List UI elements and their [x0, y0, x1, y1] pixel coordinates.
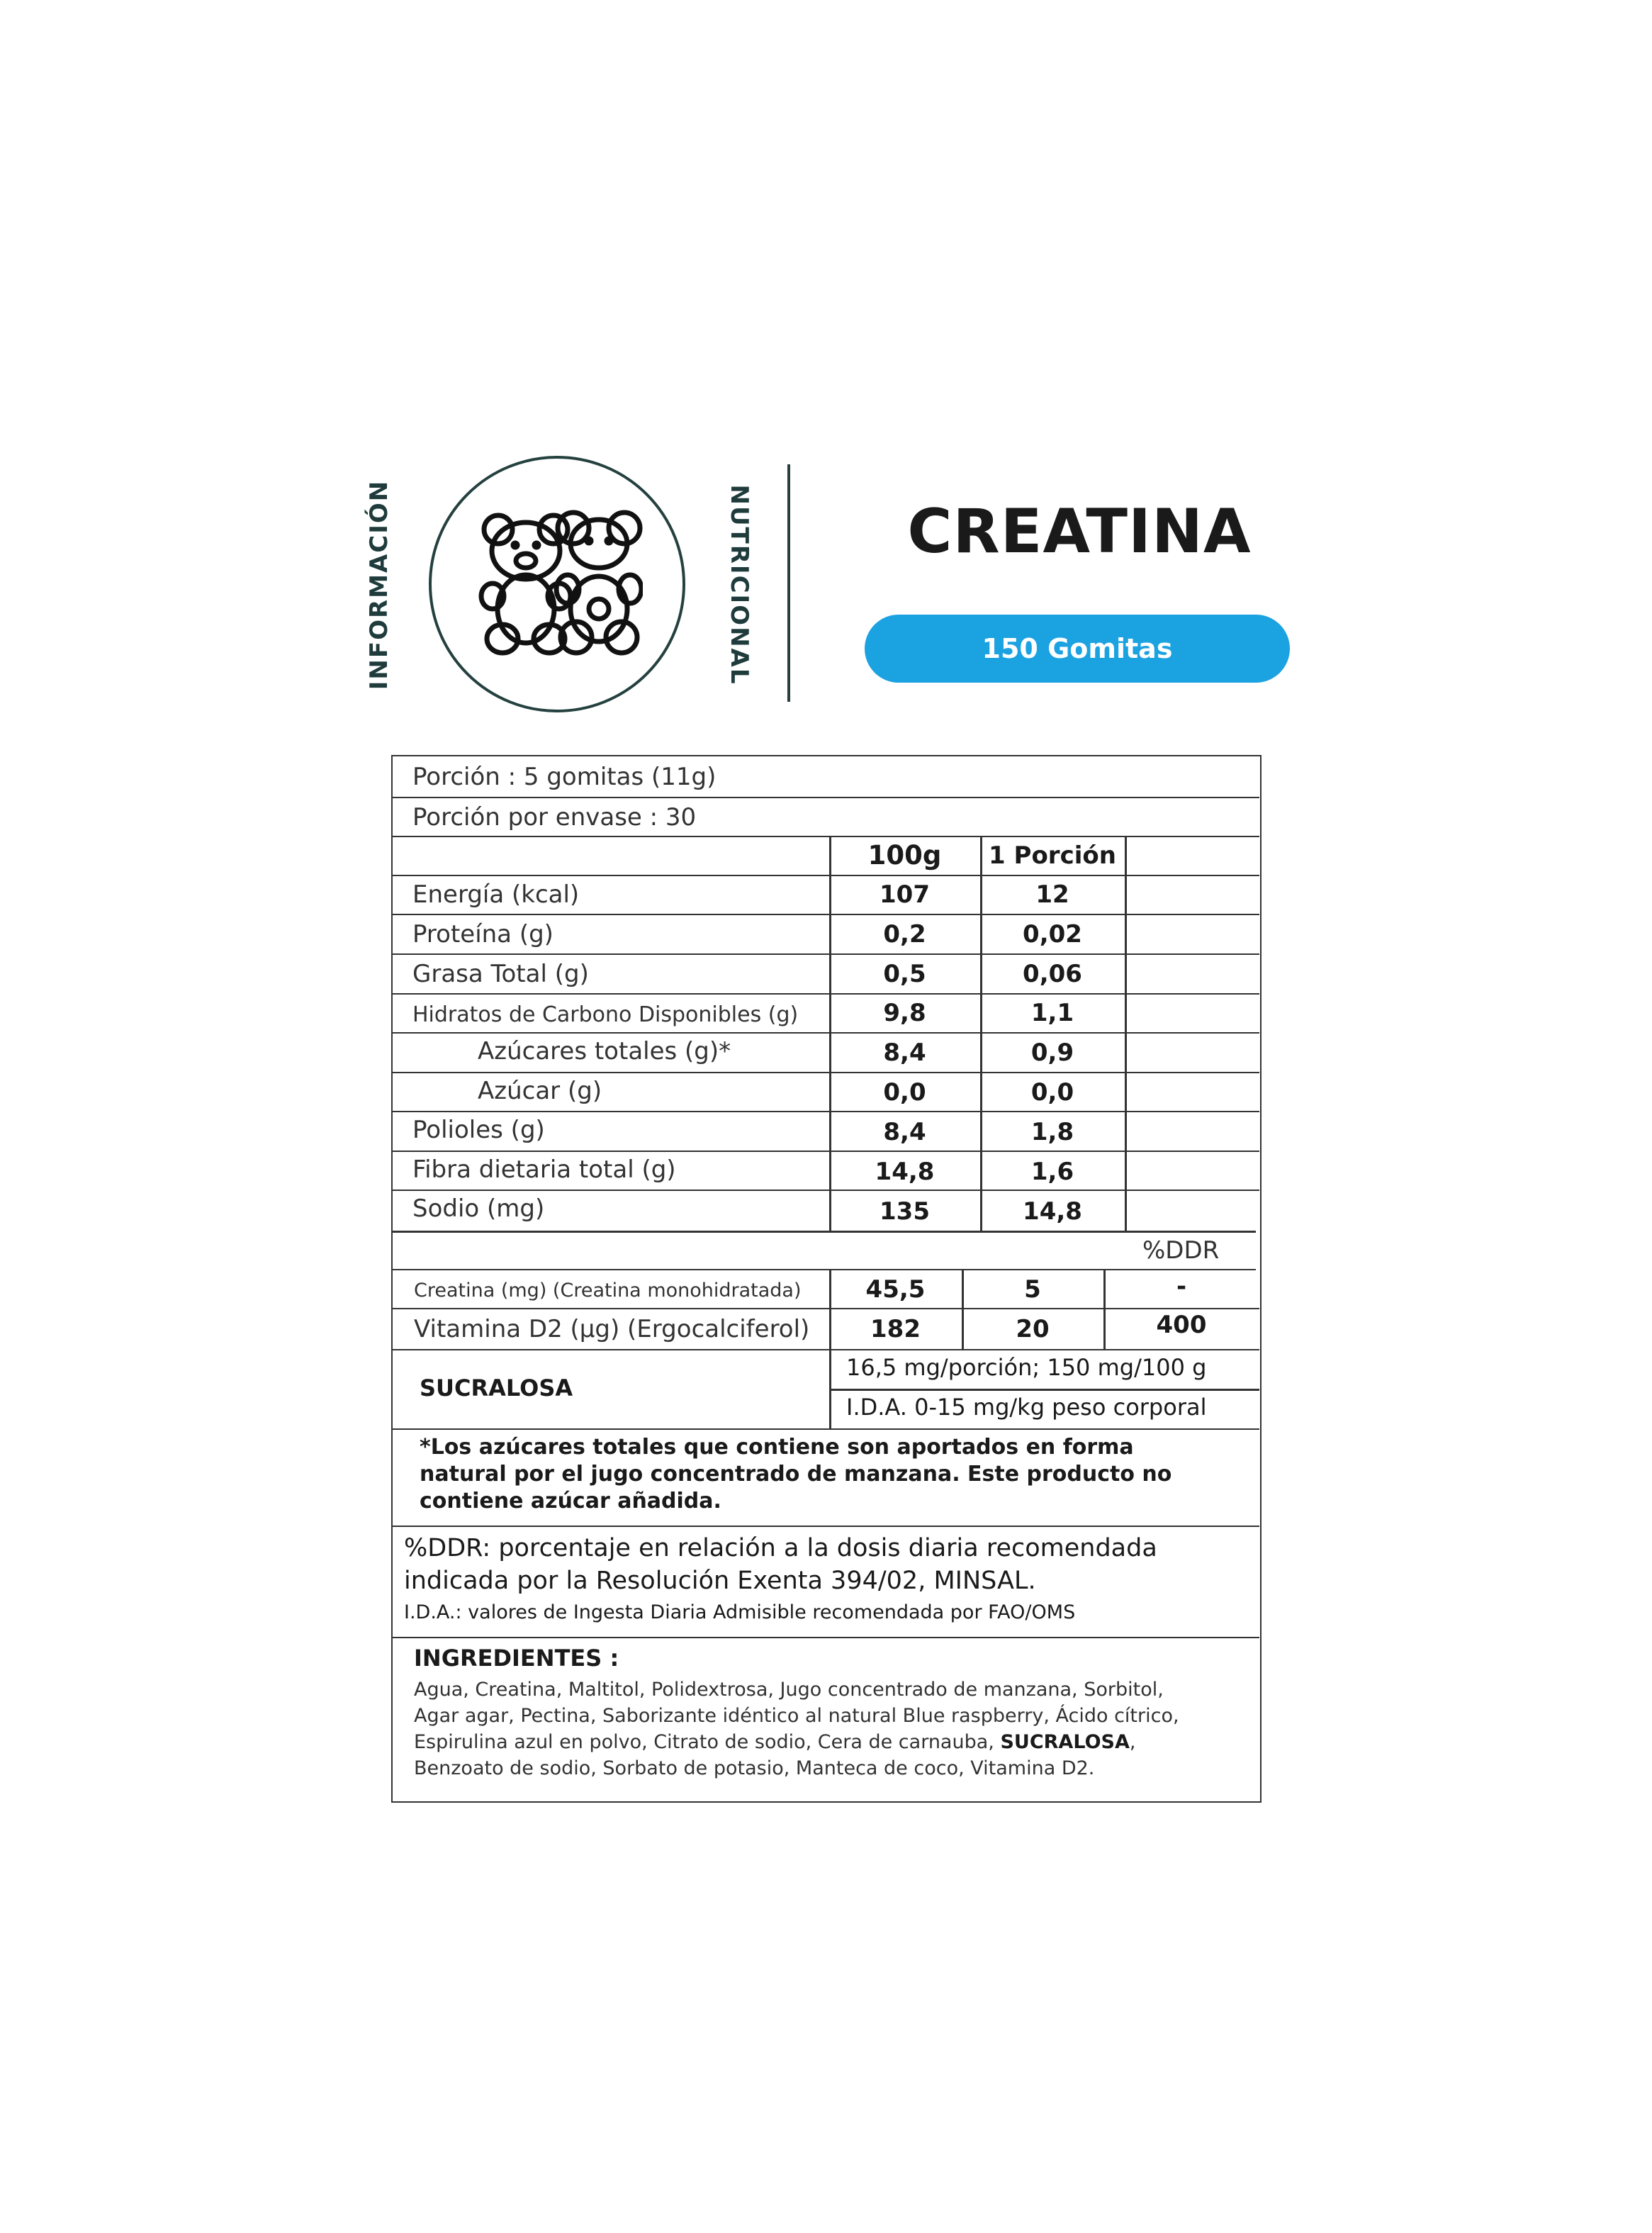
sucralosa-label: SUCRALOSA	[420, 1375, 573, 1401]
ingredients-title: INGREDIENTES :	[414, 1645, 619, 1672]
nutrient-label: Proteína (g)	[412, 920, 554, 948]
nutrient-portion: 1,1	[1030, 999, 1074, 1027]
nutrient-100g: 135	[880, 1197, 930, 1226]
nutrient-portion: 12	[1035, 880, 1069, 909]
portions-per-container: Porción por envase : 30	[412, 803, 697, 832]
nutrient-portion: 1,8	[1030, 1118, 1074, 1146]
sucralosa-ida: I.D.A. 0-15 mg/kg peso corporal	[846, 1394, 1207, 1421]
nutrient-label: Hidratos de Carbono Disponibles (g)	[412, 1002, 799, 1027]
col-line	[1125, 837, 1127, 1231]
footnote-line: natural por el jugo concentrado de manzana. Este producto no	[420, 1462, 1172, 1487]
nutrient-100g: 9,8	[883, 999, 926, 1027]
vitamina-ddr: 400	[1156, 1311, 1207, 1339]
ingredients-comma: ,	[1129, 1731, 1136, 1753]
logo-circle	[429, 456, 685, 712]
creatina-label: Creatina (mg) (Creatina monohidratada)	[414, 1280, 802, 1302]
sucralosa-dose: 16,5 mg/porción; 150 mg/100 g	[846, 1354, 1207, 1381]
nutrient-portion: 14,8	[1023, 1197, 1082, 1226]
footnote-line: *Los azúcares totales que contiene son aportados en forma	[420, 1435, 1134, 1460]
ddr-header: %DDR	[1142, 1236, 1220, 1265]
gummy-bears-icon	[477, 510, 643, 659]
ingredients-bold: SUCRALOSA	[1000, 1731, 1130, 1753]
nutrient-label: Sodio (mg)	[412, 1194, 545, 1223]
creatina-ddr: -	[1176, 1272, 1187, 1301]
ingredients-text: Espirulina azul en polvo, Citrato de sodio, Cera de carnauba,	[414, 1731, 1001, 1753]
label-nutricional: NUTRICIONAL	[725, 484, 753, 685]
vitamina-100g: 182	[870, 1315, 921, 1343]
nutrient-100g: 0,5	[883, 960, 926, 988]
header-divider	[787, 464, 790, 702]
nutrient-label: Polioles (g)	[412, 1116, 545, 1144]
creatina-100g: 45,5	[865, 1275, 926, 1304]
nutrient-label: Energía (kcal)	[412, 880, 580, 909]
nutrient-100g: 8,4	[883, 1118, 926, 1146]
nutrient-100g: 8,4	[883, 1039, 926, 1067]
nutrient-label: Azúcares totales (g)*	[478, 1037, 731, 1065]
creatina-portion: 5	[1024, 1275, 1041, 1304]
ingredients-line: Agar agar, Pectina, Saborizante idéntico al natural Blue raspberry, Ácido cítrico,	[414, 1705, 1179, 1727]
nutrient-portion: 0,9	[1030, 1039, 1074, 1067]
row-header	[393, 837, 1259, 876]
sugar-footnote	[420, 1434, 1171, 1515]
nutrition-panel	[391, 755, 1262, 1803]
footnote-line: contiene azúcar añadida.	[420, 1489, 721, 1513]
nutrient-100g: 107	[880, 880, 930, 909]
col-header-portion: 1 Porción	[989, 841, 1116, 870]
ida-note: I.D.A.: valores de Ingesta Diaria Admisible recomendada por FAO/OMS	[404, 1601, 1076, 1623]
ingredients-line: Benzoato de sodio, Sorbato de potasio, Manteca de coco, Vitamina D2.	[414, 1757, 1095, 1779]
nutrient-100g: 14,8	[875, 1158, 935, 1186]
vitamina-label: Vitamina D2 (µg) (Ergocalciferol)	[414, 1315, 810, 1343]
vitamina-portion: 20	[1016, 1315, 1050, 1343]
ingredients-line: Agua, Creatina, Maltitol, Polidextrosa, Jugo concentrado de manzana, Sorbitol,	[414, 1679, 1164, 1701]
count-badge: 150 Gomitas	[865, 615, 1290, 683]
nutrient-label: Grasa Total (g)	[412, 960, 589, 988]
product-title: CREATINA	[907, 496, 1252, 567]
nutrient-portion: 0,02	[1023, 920, 1082, 948]
ingredients-line	[414, 1729, 1179, 1755]
nutrient-portion: 0,0	[1030, 1078, 1074, 1107]
nutrient-label: Fibra dietaria total (g)	[412, 1155, 676, 1184]
col-gap	[1256, 1231, 1259, 1270]
ddr-note-line: %DDR: porcentaje en relación a la dosis diaria recomendada	[404, 1534, 1157, 1562]
nutrient-portion: 0,06	[1023, 960, 1082, 988]
nutrient-portion: 1,6	[1030, 1158, 1074, 1186]
nutrient-100g: 0,0	[883, 1078, 926, 1107]
col-line	[829, 1350, 831, 1430]
nutrient-100g: 0,2	[883, 920, 926, 948]
col-header-100g: 100g	[867, 840, 942, 871]
row-line	[393, 1231, 1259, 1270]
ddr-note	[404, 1532, 1157, 1597]
ingredients-list	[414, 1677, 1179, 1781]
portion-size: Porción : 5 gomitas (11g)	[412, 763, 717, 791]
ddr-note-line: indicada por la Resolución Exenta 394/02, MINSAL.	[404, 1567, 1036, 1595]
label-informacion: INFORMACIÓN	[365, 479, 393, 690]
nutrient-label: Azúcar (g)	[478, 1077, 602, 1105]
